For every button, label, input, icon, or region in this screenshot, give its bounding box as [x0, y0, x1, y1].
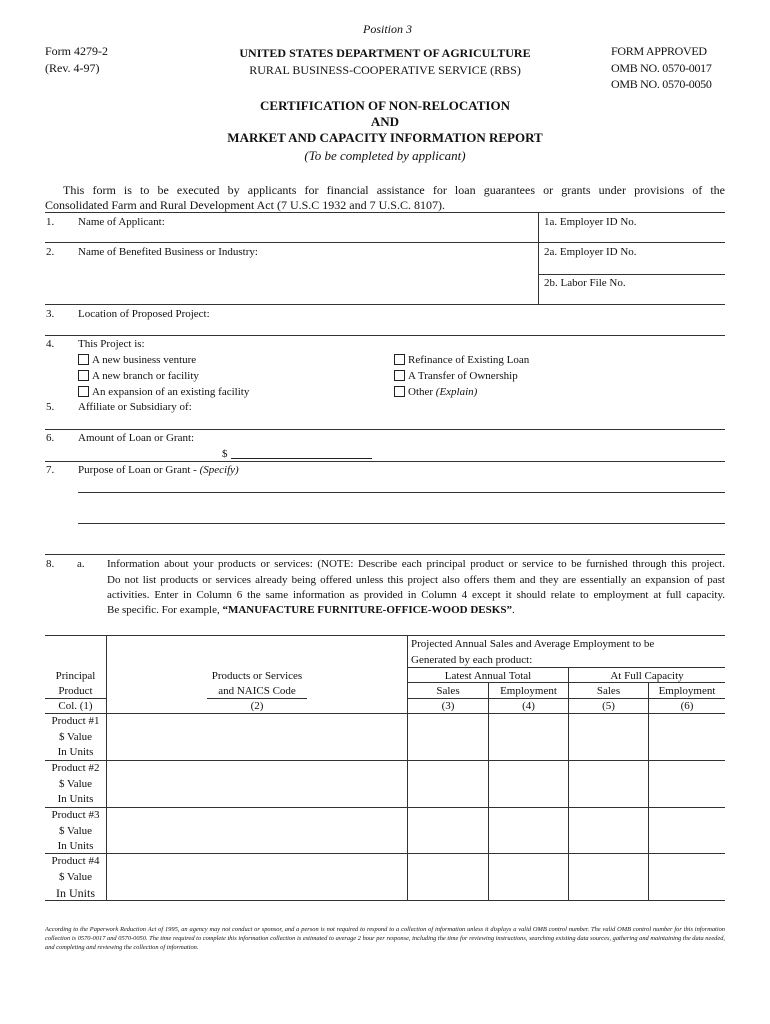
sales-header-5: Sales: [596, 685, 621, 697]
col-4-number: (4): [522, 700, 535, 712]
divider: [488, 682, 489, 900]
divider: [407, 667, 725, 668]
agency-name: UNITED STATES DEPARTMENT OF AGRICULTURE: [239, 46, 531, 60]
intro-line-1: This form is to be executed by applicants for financial assistance for loan guarantees or grants under provisions of the: [63, 183, 725, 197]
product-3-value: $ Value: [58, 825, 93, 837]
labor-file-label: 2b. Labor File No.: [544, 277, 626, 289]
loan-amount-label: Amount of Loan or Grant:: [78, 432, 195, 444]
checkbox[interactable]: [78, 354, 89, 365]
item-8-line-1: Information about your products or services: (NOTE: Describe each principal product or service to be furnished through this project.: [107, 558, 725, 570]
item-1-number: 1.: [46, 216, 55, 228]
product-4-units: In Units: [56, 886, 95, 900]
sales-header-3: Sales: [436, 685, 460, 697]
benefited-business-label: Name of Benefited Business or Industry:: [78, 246, 258, 258]
divider: [407, 698, 725, 699]
divider: [648, 682, 649, 900]
item-8-line-4: Be specific. For example, “MANUFACTURE FURNITURE-OFFICE-WOOD DESKS”.: [107, 604, 515, 616]
divider: [45, 461, 725, 462]
form-approved: FORM APPROVED: [611, 44, 707, 58]
affiliate-label: Affiliate or Subsidiary of:: [78, 401, 192, 413]
divider: [45, 429, 725, 430]
naics-header: and NAICS Code: [218, 685, 296, 697]
divider: [538, 212, 539, 305]
sub-agency-name: RURAL BUSINESS-COOPERATIVE SERVICE (RBS): [249, 63, 521, 77]
title-line-1: CERTIFICATION OF NON-RELOCATION: [260, 98, 510, 113]
product-1-units: In Units: [57, 746, 94, 758]
divider: [45, 304, 725, 305]
item-2-number: 2.: [46, 246, 55, 258]
divider: [45, 212, 725, 213]
product-3-label: Product #3: [51, 809, 100, 821]
product-1-label: Product #1: [51, 715, 100, 727]
subtitle: (To be completed by applicant): [304, 148, 466, 163]
loan-amount-field[interactable]: [231, 458, 372, 459]
product-header: Product: [58, 685, 93, 697]
purpose-field-line-2[interactable]: [78, 523, 725, 524]
divider: [207, 698, 307, 699]
checkbox[interactable]: [78, 386, 89, 397]
title-line-2: AND: [370, 114, 400, 129]
position-label: Position 3: [363, 22, 413, 36]
option-transfer-ownership[interactable]: A Transfer of Ownership: [394, 370, 518, 382]
col-1-number: Col. (1): [58, 700, 93, 712]
divider: [45, 900, 725, 901]
divider: [45, 554, 725, 555]
checkbox[interactable]: [394, 370, 405, 381]
purpose-label: Purpose of Loan or Grant - (Specify): [78, 464, 239, 476]
checkbox[interactable]: [78, 370, 89, 381]
col-5-number: (5): [602, 700, 615, 712]
item-6-number: 6.: [46, 432, 55, 444]
dollar-sign: $: [222, 448, 228, 460]
form-number: Form 4279-2: [45, 44, 108, 58]
product-3-units: In Units: [57, 840, 94, 852]
omb-number-2: OMB NO. 0570-0050: [611, 77, 712, 91]
product-1-value: $ Value: [58, 731, 93, 743]
option-refinance[interactable]: Refinance of Existing Loan: [394, 354, 529, 366]
divider: [538, 274, 725, 275]
projected-header-1: Projected Annual Sales and Average Employment to be: [411, 638, 655, 650]
paperwork-reduction-notice: According to the Paperwork Reduction Act of 1995, an agency may not conduct or sponsor, and a person is not required to respond to a collection of information unless it displays a valid OMB control number. The valid OMB control number for this information collection is 0570-0017 and 0570-0050. The time required to complete this information collection is estimated to average 2 hour per response, including the time for reviewing instructions, searching existing data sources, gathering and maintaining the data needed, and completing and reviewing the collection of information.: [45, 926, 725, 951]
item-8a-letter: a.: [77, 558, 85, 570]
latest-annual-header: Latest Annual Total: [444, 670, 532, 682]
product-2-label: Product #2: [51, 762, 100, 774]
products-services-header: Products or Services: [211, 670, 303, 682]
divider: [45, 713, 725, 714]
title-line-3: MARKET AND CAPACITY INFORMATION REPORT: [227, 130, 543, 145]
product-2-units: In Units: [57, 793, 94, 805]
col-6-number: (6): [680, 700, 694, 712]
intro-line-2: Consolidated Farm and Rural Development Act (7 U.S.C 1932 and 7 U.S.C. 8107).: [45, 198, 445, 212]
divider: [407, 682, 725, 683]
divider: [45, 807, 725, 808]
purpose-field-line-1[interactable]: [78, 492, 725, 493]
item-3-number: 3.: [46, 308, 55, 320]
item-8-line-2: Do not list products or services already being offered unless this project also offers them and they are essentially an expansion of past: [107, 574, 725, 586]
col-2-number: (2): [250, 700, 264, 712]
project-type-label: This Project is:: [78, 338, 145, 350]
full-capacity-header: At Full Capacity: [610, 670, 684, 682]
applicant-name-label: Name of Applicant:: [78, 216, 165, 228]
option-other[interactable]: Other (Explain): [394, 386, 477, 398]
omb-number-1: OMB NO. 0570-0017: [611, 61, 712, 75]
item-5-number: 5.: [46, 401, 55, 413]
project-location-label: Location of Proposed Project:: [78, 308, 210, 320]
employer-id-2a-label: 2a. Employer ID No.: [544, 246, 637, 258]
product-4-label: Product #4: [51, 855, 100, 867]
checkbox[interactable]: [394, 354, 405, 365]
employer-id-1a-label: 1a. Employer ID No.: [544, 216, 637, 228]
divider: [45, 760, 725, 761]
employment-header-6: Employment: [658, 685, 716, 697]
employment-header-4: Employment: [500, 685, 557, 697]
divider: [45, 242, 725, 243]
option-expansion[interactable]: An expansion of an existing facility: [78, 386, 249, 398]
option-new-branch[interactable]: A new branch or facility: [78, 370, 199, 382]
product-4-value: $ Value: [58, 871, 93, 883]
form-revision: (Rev. 4-97): [45, 61, 100, 75]
divider: [45, 698, 106, 699]
product-2-value: $ Value: [58, 778, 93, 790]
divider: [45, 853, 725, 854]
item-8-number: 8.: [46, 558, 55, 570]
item-4-number: 4.: [46, 338, 55, 350]
option-new-business[interactable]: A new business venture: [78, 354, 196, 366]
projected-header-2: Generated by each product:: [411, 654, 533, 666]
item-7-number: 7.: [46, 464, 55, 476]
item-8-line-3: activities. Enter in Column 6 the same information as provided in Column 4 except it should relate to employment at full capacity.: [107, 589, 725, 601]
divider: [45, 635, 725, 636]
checkbox[interactable]: [394, 386, 405, 397]
principal-header: Principal: [55, 670, 96, 682]
divider: [45, 335, 725, 336]
col-3-number: (3): [441, 700, 455, 712]
